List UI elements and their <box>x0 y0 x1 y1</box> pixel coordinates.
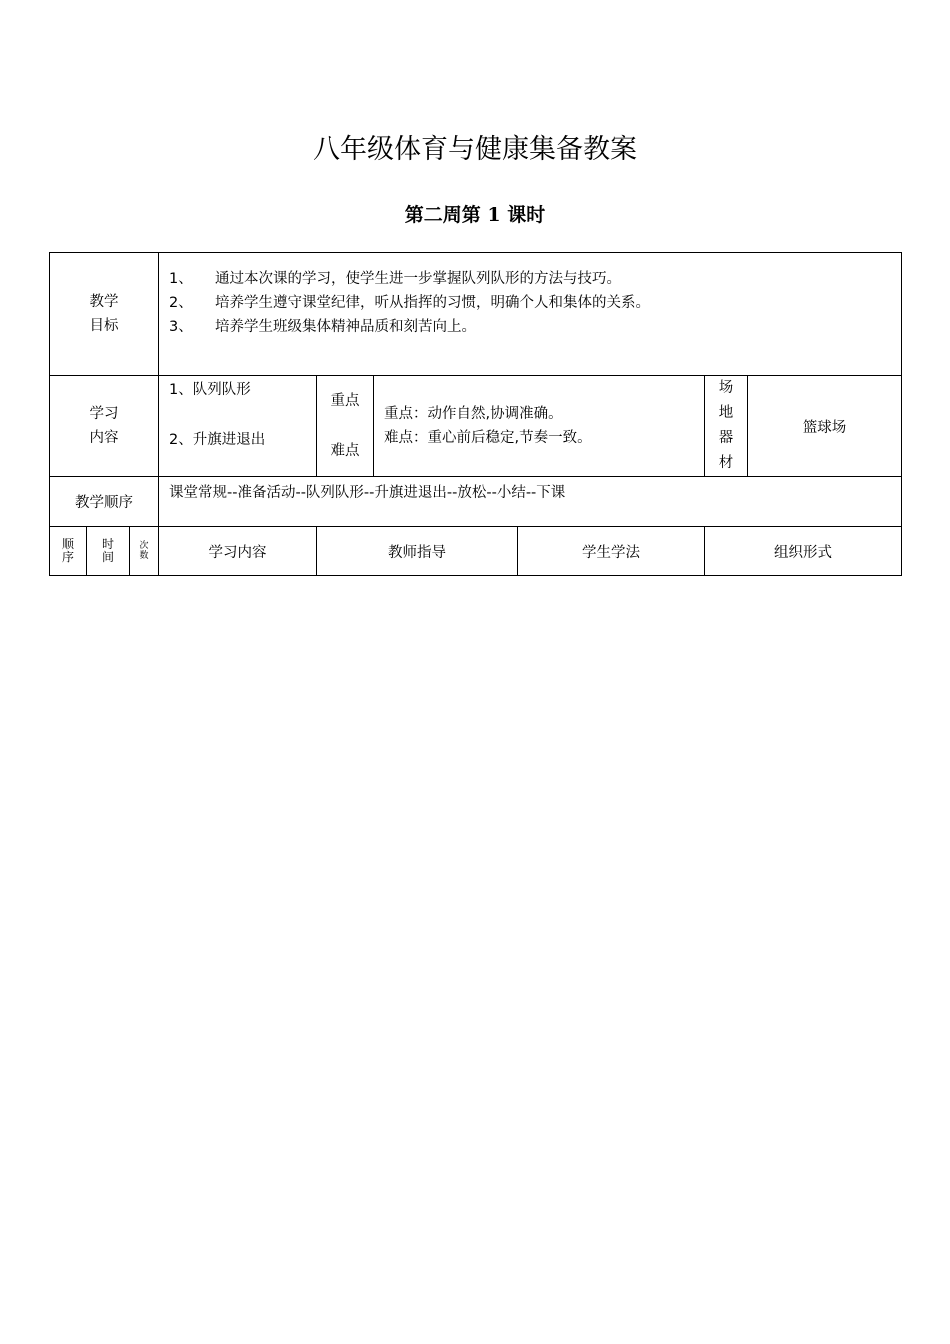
venue-label-cell <box>705 376 748 477</box>
key-difficulty-text-cell <box>374 376 705 477</box>
header-times-char: 数 <box>139 551 149 561</box>
objectives-row <box>50 253 902 376</box>
objectives-label-line: 目标 <box>89 318 119 334</box>
header-teacher-guidance: 教师指导 <box>317 527 518 576</box>
header-order-char: 序 <box>61 550 74 564</box>
header-row <box>50 527 902 576</box>
objective-number: 3、 <box>169 319 193 335</box>
objective-item <box>169 315 901 339</box>
header-order-char: 顺 <box>61 537 74 551</box>
page-title: 八年级体育与健康集备教案 <box>313 134 637 165</box>
objective-item <box>169 267 901 291</box>
sequence-label: 教学顺序 <box>50 477 159 527</box>
content-item: 2、升旗进退出 <box>169 432 266 448</box>
header-time-char: 时 <box>101 537 114 551</box>
venue-label-char: 场 <box>718 380 734 396</box>
header-time-char: 间 <box>101 550 114 564</box>
content-label-line: 学习 <box>89 406 119 422</box>
key-point-label: 重点 <box>330 393 360 409</box>
objective-number: 2、 <box>169 295 193 311</box>
objectives-label-cell <box>50 253 159 376</box>
venue-label-char: 器 <box>718 430 734 446</box>
objective-text: 培养学生班级集体精神品质和刻苦向上。 <box>215 319 476 335</box>
page-subtitle: 第二周第 1 课时 <box>404 204 546 226</box>
header-time <box>87 527 130 576</box>
objective-number: 1、 <box>169 271 193 287</box>
content-row <box>50 376 902 477</box>
difficulty-label: 难点 <box>330 443 360 459</box>
content-label-cell <box>50 376 159 477</box>
content-item: 1、队列队形 <box>169 382 251 398</box>
objectives-list-cell <box>159 253 902 376</box>
header-organization: 组织形式 <box>705 527 902 576</box>
objective-text: 通过本次课的学习，使学生进一步掌握队列队形的方法与技巧。 <box>215 271 621 287</box>
key-point-text: 重点：动作自然,协调准确。 <box>384 406 563 422</box>
content-label-line: 内容 <box>89 430 119 446</box>
header-times-char: 次 <box>139 541 149 551</box>
header-student-method: 学生学法 <box>518 527 705 576</box>
sequence-row <box>50 477 902 527</box>
sequence-text: 课堂常规--准备活动--队列队形--升旗进退出--放松--小结--下课 <box>159 477 902 527</box>
objective-item <box>169 291 901 315</box>
difficulty-text: 难点：重心前后稳定,节奏一致。 <box>384 430 592 446</box>
key-difficulty-label-cell <box>317 376 374 477</box>
header-times <box>130 527 159 576</box>
venue-value-cell: 篮球场 <box>748 376 902 477</box>
lesson-plan-table <box>49 252 902 576</box>
objective-text: 培养学生遵守课堂纪律，听从指挥的习惯，明确个人和集体的关系。 <box>215 295 650 311</box>
header-learning-content: 学习内容 <box>159 527 317 576</box>
content-items-cell <box>159 376 317 477</box>
header-order <box>50 527 87 576</box>
objectives-label-line: 教学 <box>89 294 119 310</box>
venue-label-char: 材 <box>718 455 734 471</box>
venue-label-char: 地 <box>718 405 734 421</box>
